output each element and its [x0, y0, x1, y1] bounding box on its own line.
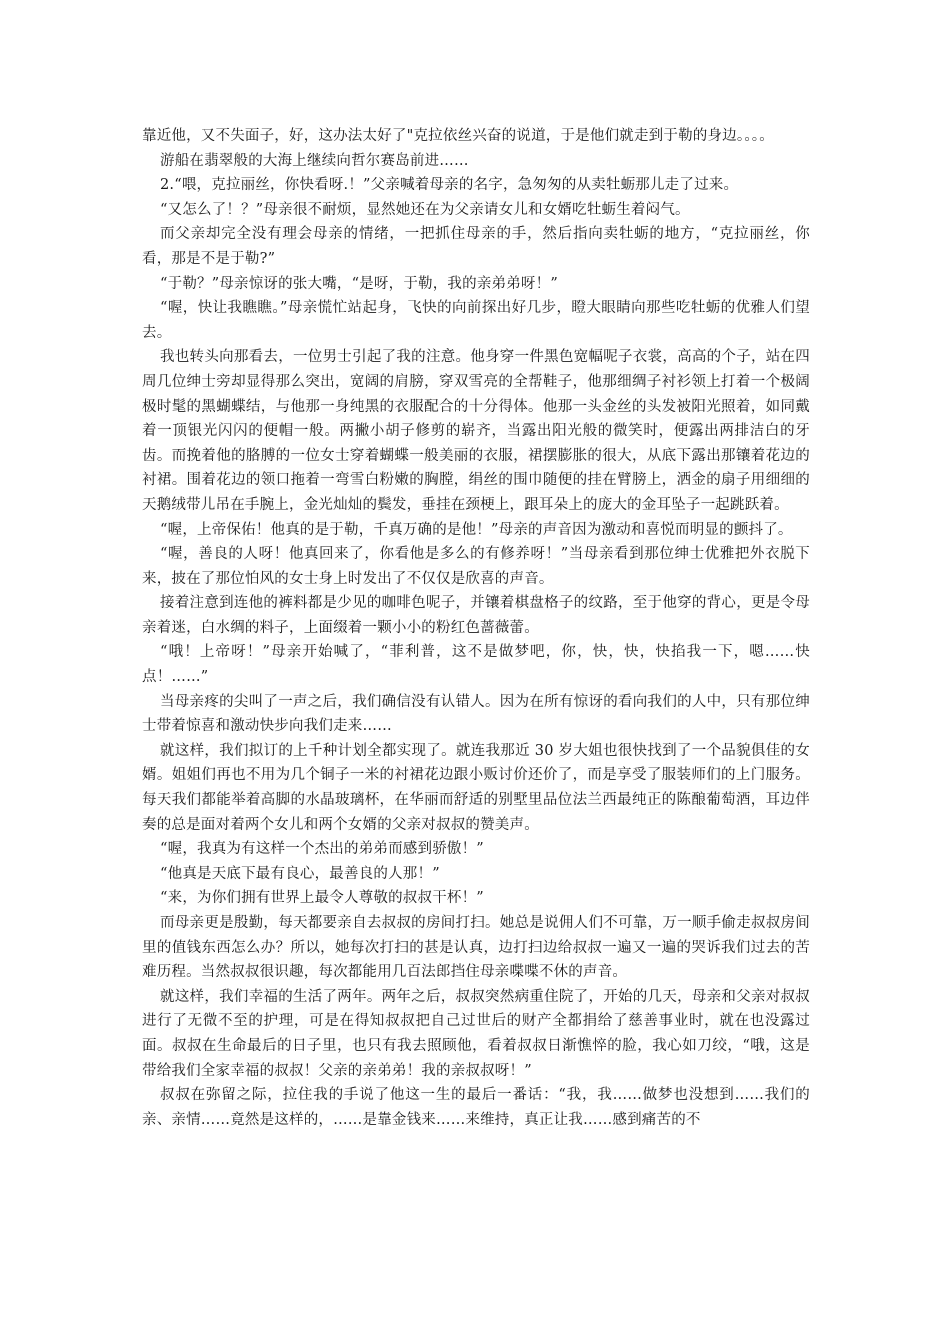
paragraph: “他真是天底下最有良心，最善良的人那！”	[160, 865, 440, 882]
paragraph: 靠近他，又不失面子，好，这办法太好了"克拉依丝兴奋的说道，于是他们就走到于勒的身边。。。。	[142, 128, 774, 144]
paragraph: 而父亲却完全没有理会母亲的情绪，一把抓住母亲的手，然后指向卖牡蛎的地方，“克拉丽丝，你看，那是不是于勒?”	[142, 226, 810, 267]
paragraph: 当母亲疼的尖叫了一声之后，我们确信没有认错人。因为在所有惊讶的看向我们的人中，只有那位绅士带着惊喜和激动快步向我们走来……	[142, 693, 810, 735]
paragraph: “喔，快让我瞧瞧。”母亲慌忙站起身，飞快的向前探出好几步，瞪大眼睛向那些吃牡蛎的优雅人们望去。	[142, 300, 810, 341]
paragraph: 就这样，我们幸福的生活了两年。两年之后，叔叔突然病重住院了，开始的几天，母亲和父亲对叔叔进行了无微不至的护理，可是在得知叔叔把自己过世后的财产全都捐给了慈善事业时，就在也没露过面。叔叔在生命最后的日子里，也只有我去照顾他，看着叔叔日渐憔悴的脸，我心如刀绞，“哦，这是带给我们全家幸福的叔叔！父亲的亲弟弟！我的亲叔叔呀！”	[142, 988, 810, 1079]
paragraph: “喔，我真为有这样一个杰出的弟弟而感到骄傲！”	[160, 841, 484, 858]
paragraph: 而母亲更是殷勤，每天都要亲自去叔叔的房间打扫。她总是说佣人们不可靠，万一顺手偷走叔叔房间里的值钱东西怎么办？所以，她每次打扫的甚是认真，边打扫边给叔叔一遍又一遍的哭诉我们过去的苦难历程。当然叔叔很识趣，每次都能用几百法郎挡住母亲喋喋不休的声音。	[142, 915, 810, 981]
paragraph: 游船在翡翠般的大海上继续向哲尔赛岛前进……	[160, 152, 469, 169]
paragraph: 接着注意到连他的裤料都是少见的咖啡色呢子，并镶着棋盘格子的纹路，至于他穿的背心，更是令母亲着迷，白水绸的料子，上面缀着一颗小小的粉红色蔷薇蕾。	[142, 595, 810, 636]
paragraph: “又怎么了！？”母亲很不耐烦，显然她还在为父亲请女儿和女婿吃牡蛎生着闷气。	[160, 201, 690, 218]
paragraph: “来，为你们拥有世界上最令人尊敬的叔叔干杯！”	[160, 890, 484, 907]
paragraph: 2.“喂，克拉丽丝，你快看呀.！”父亲喊着母亲的名字，急匆匆的从卖牡蛎那儿走了过来。	[160, 177, 739, 194]
paragraph: 我也转头向那看去，一位男士引起了我的注意。他身穿一件黑色宽幅呢子衣裳，高高的个子，站在四周几位绅士旁却显得那么突出，宽阔的肩膀，穿双雪亮的全帮鞋子，他那细绸子衬衫领上打着一个极阔极时髦的黑蝴蝶结，与他那一身纯黑的衣服配合的十分得体。他那一头金丝的头发被阳光照着，如同戴着一顶银光闪闪的便帽一般。两撇小胡子修剪的崭齐，当露出阳光般的微笑时，便露出两排洁白的牙齿。而挽着他的胳膊的一位女士穿着蝴蝶一般美丽的衣服，裙摆膨胀的很大，从底下露出那镶着花边的衬裙。围着花边的领口拖着一弯雪白粉嫩的胸膛，绢丝的围巾随便的挂在臂膀上，洒金的扇子用细细的天鹅绒带儿吊在手腕上，金光灿灿的鬓发，垂挂在颈梗上，跟耳朵上的庞大的金耳坠子一起跳跃着。	[142, 349, 810, 513]
paragraph: “喔，上帝保佑！他真的是于勒，千真万确的是他！”母亲的声音因为激动和喜悦而明显的颤抖了。	[160, 521, 793, 538]
document-body	[142, 124, 810, 1132]
paragraph: “喔，善良的人呀！他真回来了，你看他是多么的有修养呀！”当母亲看到那位绅士优雅把外衣脱下来，披在了那位怕风的女士身上时发出了不仅仅是欣喜的声音。	[142, 546, 810, 587]
paragraph: “于勒？”母亲惊讶的张大嘴，“是呀，于勒，我的亲弟弟呀！”	[160, 275, 558, 292]
paragraph: 叔叔在弥留之际，拉住我的手说了他这一生的最后一番话：“我，我……做梦也没想到……我们的亲、亲情……竟然是这样的，……是靠金钱来……来维持，真正让我……感到痛苦的不	[142, 1087, 810, 1128]
paragraph: 就这样，我们拟订的上千种计划全都实现了。就连我那近 30 岁大姐也很快找到了一个品貌俱佳的女婿。姐姐们再也不用为几个铜子一米的衬裙花边跟小贩讨价还价了，而是享受了服装师们的上门服务。每天我们都能举着高脚的水晶玻璃杯，在华丽而舒适的别墅里品位法兰西最纯正的陈酿葡萄酒，耳边伴奏的总是面对着两个女儿和两个女婿的父亲对叔叔的赞美声。	[142, 742, 810, 833]
paragraph: “哦！上帝呀！”母亲开始喊了，“菲利普，这不是做梦吧，你，快，快，快掐我一下，嗯……快点！……”	[142, 644, 810, 686]
